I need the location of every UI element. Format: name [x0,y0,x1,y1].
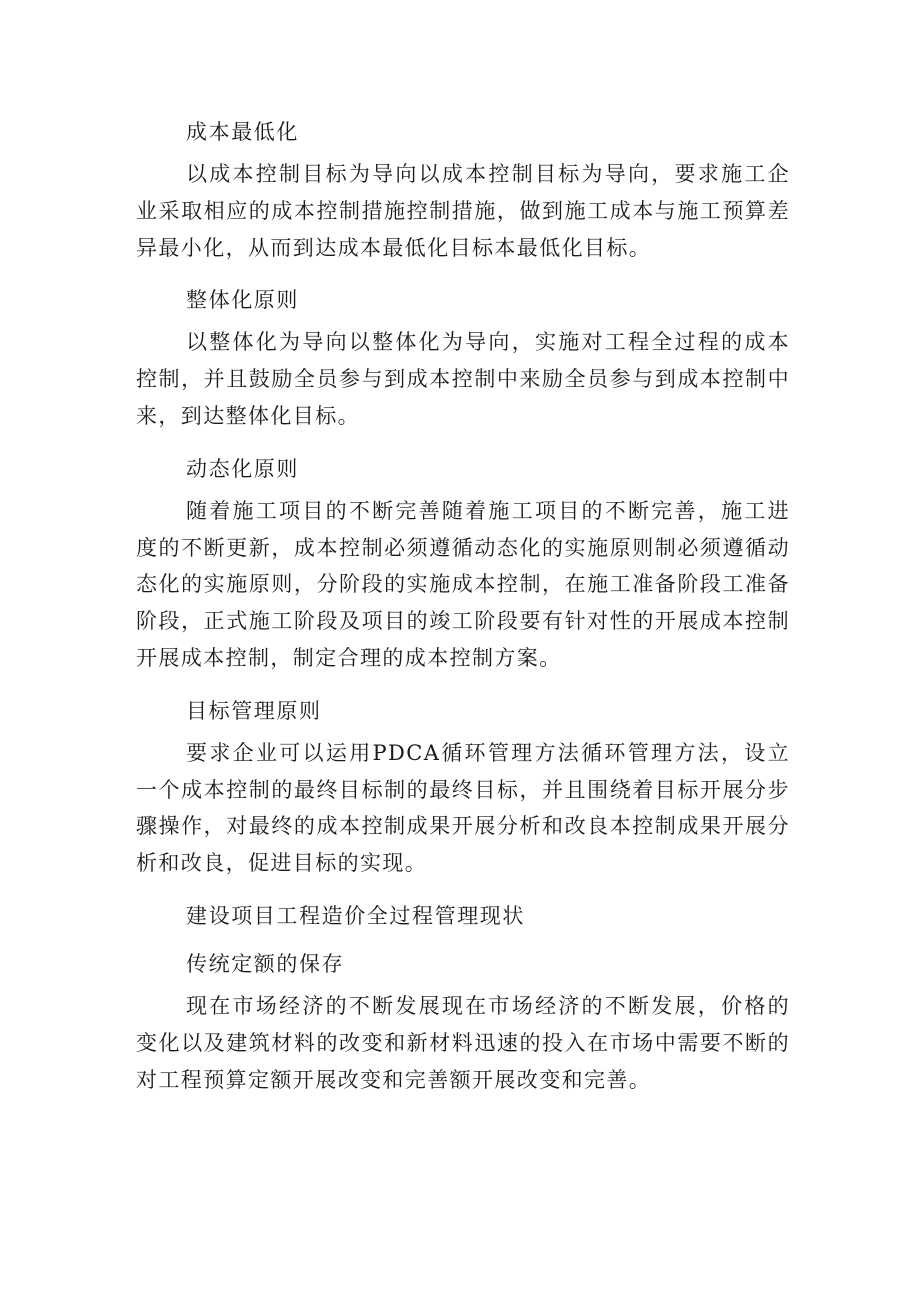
section-heading-management-status: 建设项目工程造价全过程管理现状 [186,903,525,928]
section-heading-dynamic-principle: 动态化原则 [186,456,299,481]
section-heading-integration-principle: 整体化原则 [186,288,299,313]
section-heading-target-management: 目标管理原则 [186,698,322,723]
section-heading-traditional-quota: 传统定额的保存 [186,951,345,976]
section-heading-cost-minimization: 成本最低化 [186,120,299,144]
section-paragraph-integration-principle: 以整体化为导向以整体化为导向，实施对工程全过程的成本控制，并且鼓励全员参与到成本控制中来励全员参与到成本控制中来，到达整体化目标。 [136,330,790,428]
section-paragraph-dynamic-principle: 随着施工项目的不断完善随着施工项目的不断完善，施工进度的不断更新，成本控制必须遵循动态化的实施原则制必须遵循动态化的实施原则，分阶段的实施成本控制，在施工准备阶段工准备阶段，正式施工阶段及项目的竣工阶段要有针对性的开展成本控制开展成本控制，制定合理的成本控制方案。 [136,498,790,670]
section-paragraph-cost-minimization: 以成本控制目标为导向以成本控制目标为导向，要求施工企业采取相应的成本控制措施控制措施，做到施工成本与施工预算差异最小化，从而到达成本最低化目标本最低化目标。 [136,162,790,260]
section-paragraph-target-management: 要求企业可以运用PDCA循环管理方法循环管理方法，设立一个成本控制的最终目标制的最终目标，并且围绕着目标开展分步骤操作，对最终的成本控制成果开展分析和改良本控制成果开展分析和改良，促进目标的实现。 [136,740,790,876]
section-paragraph-traditional-quota: 现在市场经济的不断发展现在市场经济的不断发展，价格的变化以及建筑材料的改变和新材料迅速的投入在市场中需要不断的对工程预算定额开展改变和完善额开展改变和完善。 [136,993,790,1092]
document-body [136,108,790,1108]
